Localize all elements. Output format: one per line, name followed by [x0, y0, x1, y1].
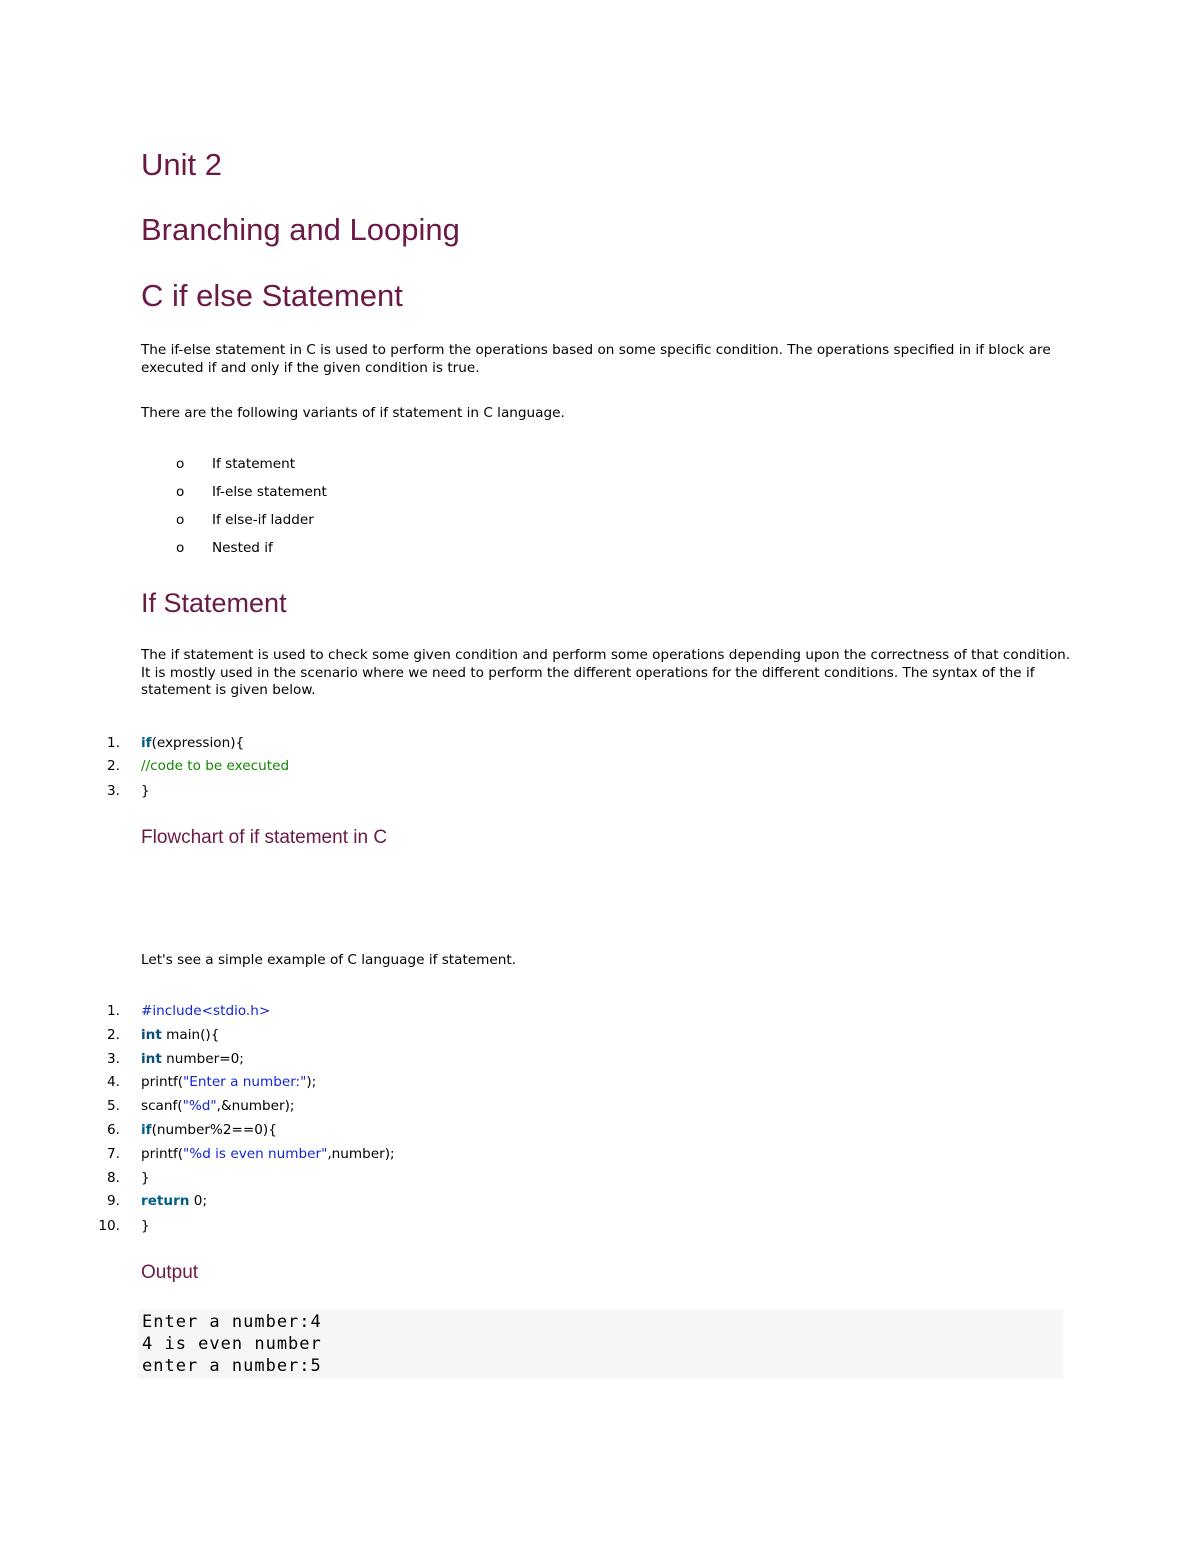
code-text: ,&number); [216, 1098, 295, 1114]
code-line [141, 1050, 244, 1068]
topic-heading: Branching and Looping [141, 212, 460, 247]
output-line: 4 is even number [142, 1334, 322, 1354]
keyword: int [141, 1051, 162, 1067]
line-number: 10. [98, 1218, 120, 1234]
code-string: "Enter a number:" [183, 1074, 307, 1090]
keyword: return [141, 1193, 190, 1209]
list-item: If else-if ladder [212, 512, 314, 528]
code-line [141, 1121, 277, 1139]
line-number: 9. [107, 1193, 120, 1209]
list-marker: o [176, 512, 185, 528]
code-text: printf( [141, 1146, 184, 1162]
code-line [141, 1145, 395, 1163]
output-heading: Output [141, 1262, 199, 1283]
line-number: 1. [107, 735, 120, 751]
code-line [141, 1097, 295, 1115]
code-line [141, 1073, 316, 1091]
line-number: 1. [107, 1003, 120, 1019]
line-number: 2. [107, 1027, 120, 1043]
if-statement-heading: If Statement [141, 588, 287, 618]
code-text: ,number); [327, 1146, 395, 1162]
keyword: int [141, 1027, 162, 1043]
code-text: (expression){ [151, 735, 245, 751]
list-marker: o [176, 456, 185, 472]
code-text: ); [306, 1074, 317, 1090]
list-item: Nested if [212, 540, 273, 556]
flowchart-heading: Flowchart of if statement in C [141, 827, 388, 848]
line-number: 3. [107, 783, 120, 799]
list-marker: o [176, 540, 185, 556]
code-text: scanf( [141, 1098, 183, 1114]
code-text: number=0; [161, 1051, 244, 1067]
code-string: "%d is even number" [183, 1146, 328, 1162]
code-text: 0; [189, 1193, 208, 1209]
line-number: 7. [107, 1146, 120, 1162]
unit-heading: Unit 2 [141, 147, 222, 182]
list-marker: o [176, 484, 185, 500]
if-description: The if statement is used to check some given condition and perform some operations depending upon the correctness of that condition. It is mostly used in the scenario where we need to perform the different operations for the different conditions. The syntax of the if statement is given below. [141, 647, 1071, 698]
code-line: } [141, 783, 150, 799]
section-heading: C if else Statement [141, 278, 403, 313]
list-item: If statement [212, 456, 296, 472]
list-item: If-else statement [212, 484, 327, 500]
line-number: 2. [107, 758, 120, 774]
code-string: "%d" [182, 1098, 217, 1114]
keyword: if [141, 735, 152, 751]
line-number: 8. [107, 1170, 120, 1186]
intro-paragraph: The if-else statement in C is used to perform the operations based on some specific condition. The operations specified in if block are executed if and only if the given condition is true. [141, 342, 1051, 376]
code-text: main(){ [161, 1027, 220, 1043]
code-line: } [141, 1218, 150, 1234]
output-line: Enter a number:4 [142, 1312, 322, 1332]
code-line [141, 734, 244, 752]
variants-intro: There are the following variants of if statement in C language. [141, 405, 565, 421]
code-comment: //code to be executed [141, 758, 290, 774]
line-number: 5. [107, 1098, 120, 1114]
line-number: 3. [107, 1051, 120, 1067]
example-intro: Let's see a simple example of C language if statement. [141, 952, 517, 968]
code-line: } [141, 1170, 150, 1186]
line-number: 4. [107, 1074, 120, 1090]
line-number: 6. [107, 1122, 120, 1138]
code-line [141, 1192, 207, 1210]
code-preprocessor: #include<stdio.h> [141, 1003, 271, 1019]
output-line: enter a number:5 [142, 1356, 322, 1376]
code-text: printf( [141, 1074, 184, 1090]
keyword: if [141, 1122, 152, 1138]
code-text: (number%2==0){ [151, 1122, 277, 1138]
code-line [141, 1026, 219, 1044]
